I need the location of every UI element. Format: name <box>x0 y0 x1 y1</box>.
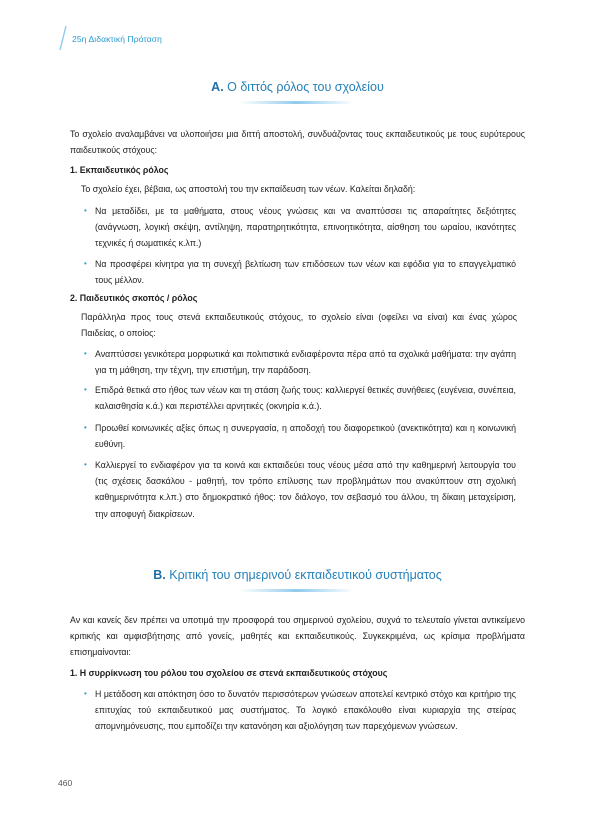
list-item <box>84 346 516 378</box>
section-b-intro: Αν και κανείς δεν πρέπει να υποτιμά την προσφορά του σημερινού σχολείου, συχνά το τελευταίο γίνεται αντικείμενο κριτικής και αμφισβήτησης από γονείς, μαθητές και εκπαιδευτικούς. Συγκεκριμένα, ως κρίσιμα προβλήματα επισημαίνονται: <box>70 615 525 658</box>
list-item-text: Επιδρά θετικά στο ήθος των νέων και τη στάση ζωής τους: καλλιεργεί θετικές συνήθειες (ευγένεια, συνέπεια, καλαισθησία κ.ά.) και περιστέλλει αρνητικές (οκνηρία κ.ά.). <box>95 385 516 412</box>
section-a-item1-heading: 1. Εκπαιδευτικός ρόλος <box>70 165 169 175</box>
page-number: 460 <box>58 778 73 788</box>
bullet-icon: • <box>84 206 87 215</box>
list-item-text: Να προσφέρει κίνητρα για τη συνεχή βελτίωση των επιδόσεων των νέων και εφόδια για το επαγγελματικό τους μέλλον. <box>95 259 516 286</box>
bullet-icon: • <box>84 349 87 358</box>
section-b-title <box>0 568 595 582</box>
section-a-title <box>0 80 595 94</box>
section-a-underline <box>240 101 354 104</box>
section-a-letter: Α. <box>211 80 224 94</box>
section-a-title-text: Ο διττός ρόλος του σχολείου <box>227 80 384 94</box>
list-item-text: Να μεταδίδει, με τα μαθήματα, στους νέους γνώσεις και να αναπτύσσει τις απαραίτητες δεξιότητες (ανάγνωση, λογική σκέψη, αντίληψη, παρατηρητικότητα, επινοητικότητα, αίσθηση του ωραίου, ικανότητες τεχνικές ή σωματικές κ.λπ.) <box>95 206 516 249</box>
section-b-letter: Β. <box>153 568 166 582</box>
section-a-intro: Το σχολείο αναλαμβάνει να υλοποιήσει μια διττή αποστολή, συνδυάζοντας τους εκπαιδευτικούς με τους ευρύτερους παιδευτικούς στόχους: <box>70 129 525 156</box>
section-b-underline <box>240 589 354 592</box>
list-item <box>84 203 516 252</box>
bullet-icon: • <box>84 259 87 268</box>
running-header-title: 25η Διδακτική Πρόταση <box>72 34 162 44</box>
header-slash-mark <box>58 26 68 50</box>
section-b-item1-heading: 1. Η συρρίκνωση του ρόλου του σχολείου σε στενά εκπαιδευτικούς στόχους <box>70 668 388 678</box>
list-item <box>84 382 516 414</box>
list-item <box>84 457 516 522</box>
section-a-item2-text: Παράλληλα προς τους στενά εκπαιδευτικούς στόχους, το σχολείο είναι (οφείλει να είναι) και ένας χώρος Παιδείας, ο οποίος: <box>81 312 517 339</box>
section-a-item1-text: Το σχολείο έχει, βέβαια, ως αποστολή του την εκπαίδευση των νέων. Καλείται δηλαδή: <box>81 184 416 194</box>
list-item <box>84 686 516 735</box>
bullet-icon: • <box>84 385 87 394</box>
section-a-item2-heading: 2. Παιδευτικός σκοπός / ρόλος <box>70 293 198 303</box>
bullet-icon: • <box>84 423 87 432</box>
list-item-text: Καλλιεργεί το ενδιαφέρον για τα κοινά και εκπαιδεύει τους νέους μέσα από την καθημερινή λειτουργία του (τις σχέσεις δασκάλου - μαθητή, τον τρόπο επίλυσης των προβλημάτων που ανακύπτουν στη σχολική καθημερινότητα κ.λπ.) στο δημοκρατικό ήθος: τον διάλογο, τον σεβασμό του άλλου, τη δίκαιη μεταχείριση, την αποφυγή διακρίσεων. <box>95 460 516 519</box>
section-b-title-text: Κριτική του σημερινού εκπαιδευτικού συστήματος <box>169 568 442 582</box>
bullet-icon: • <box>84 689 87 698</box>
list-item-text: Αναπτύσσει γενικότερα μορφωτικά και πολιτιστικά ενδιαφέροντα πέρα από τα σχολικά μαθήματα: την αγάπη για τη μάθηση, την τέχνη, την επιστήμη, την παράδοση. <box>95 349 516 376</box>
list-item <box>84 256 516 288</box>
list-item <box>84 420 516 452</box>
list-item-text: Η μετάδοση και απόκτηση όσο το δυνατόν περισσότερων γνώσεων αποτελεί κεντρικό στόχο και κριτήριο της επιτυχίας τού εκπαιδευτικού μας συστήματος. Το λογικό επακόλουθο είναι κυριαρχία της στείρας απομνημόνευσης, που εμποδίζει την κατανόηση και αξιολόγηση των παρεχόμενων γνώσεων. <box>95 689 516 732</box>
list-item-text: Προωθεί κοινωνικές αξίες όπως η συνεργασία, η αποδοχή του διαφορετικού (ανεκτικότητα) και η κοινωνική ευθύνη. <box>95 423 516 450</box>
bullet-icon: • <box>84 460 87 469</box>
